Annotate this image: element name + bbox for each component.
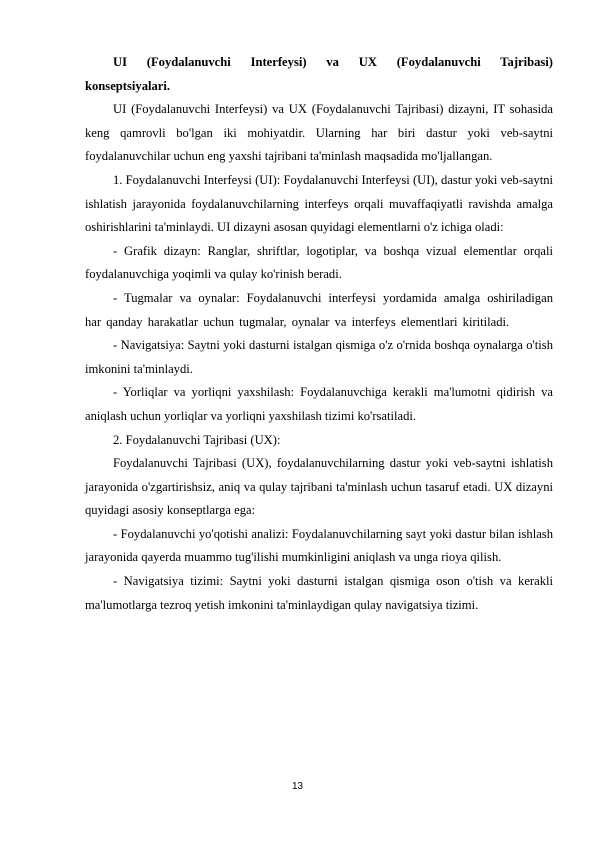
document-body: [85, 51, 553, 617]
paragraph-buttons-windows: - Tugmalar va oynalar: Foydalanuvchi interfeysi yordamida amalga oshiriladigan har qanday harakatlar uchun tugmalar, oynalar va interfeys elementlari kiritiladi.: [85, 290, 553, 329]
paragraph-ui-definition: 1. Foydalanuvchi Interfeysi (UI): Foydalanuvchi Interfeysi (UI), dastur yoki veb-saytni ishlatish jarayonida foydalanuvchilarning interfeys orqali muvaffaqiyatli ravishda amalga oshirishlarini ta'minlaydi. UI dizayni asosan quyidagi elementlarni o'z ichiga oladi:: [85, 172, 553, 235]
paragraph-graphic-design: - Grafik dizayn: Ranglar, shriftlar, logotiplar, va boshqa vizual elementlar orqali foydalanuvchiga yoqimli va qulay ko'rinish beradi.: [85, 243, 553, 282]
paragraph-loss-analysis: - Foydalanuvchi yo'qotishi analizi: Foydalanuvchilarning sayt yoki dastur bilan ishlash jarayonida qayerda muammo tug'ilishi mumkinligini aniqlash va unga rioya qilish.: [85, 526, 553, 565]
page-number: 13: [291, 781, 304, 792]
paragraph-navigation-system: - Navigatsiya tizimi: Saytni yoki dasturni istalgan qismiga oson o'tish va kerakli ma'lumotlarga tezroq yetish imkonini ta'minlaydigan qulay navigatsiya tizimi.: [85, 574, 553, 612]
paragraph-intro: UI (Foydalanuvchi Interfeysi) va UX (Foydalanuvchi Tajribasi) dizayni, IT sohasida keng qamrovli bo'lgan iki mohiyatdir. Ularning har biri dastur yoki veb-saytni foydalanuvchilar uchun eng yaxshi tajribani ta'minlash maqsadida mo'ljallangan.: [85, 102, 553, 164]
section-heading: UI (Foydalanuvchi Interfeysi) va UX (Foydalanuvchi Tajribasi) konseptsiyalari.: [85, 55, 553, 93]
paragraph-ux-title: 2. Foydalanuvchi Tajribasi (UX):: [113, 432, 281, 447]
paragraph-labels: - Yorliqlar va yorliqni yaxshilash: Foydalanuvchiga kerakli ma'lumotni qidirish va aniqlash uchun yorliqlar va yorliqni yaxshilash tizimi ko'rsatiladi.: [85, 385, 553, 423]
paragraph-ux-definition: Foydalanuvchi Tajribasi (UX), foydalanuvchilarning dastur yoki veb-saytni ishlatish jarayonida o'zgartirishsiz, aniq va qulay tajribani ta'minlash uchun tasaruf etadi. UX dizayni quyidagi asosiy konseptlarga ega:: [85, 456, 553, 518]
paragraph-navigation: - Navigatsiya: Saytni yoki dasturni istalgan qismiga o'z o'rnida boshqa oynalarga o'tish imkonini ta'minlaydi.: [85, 338, 553, 376]
